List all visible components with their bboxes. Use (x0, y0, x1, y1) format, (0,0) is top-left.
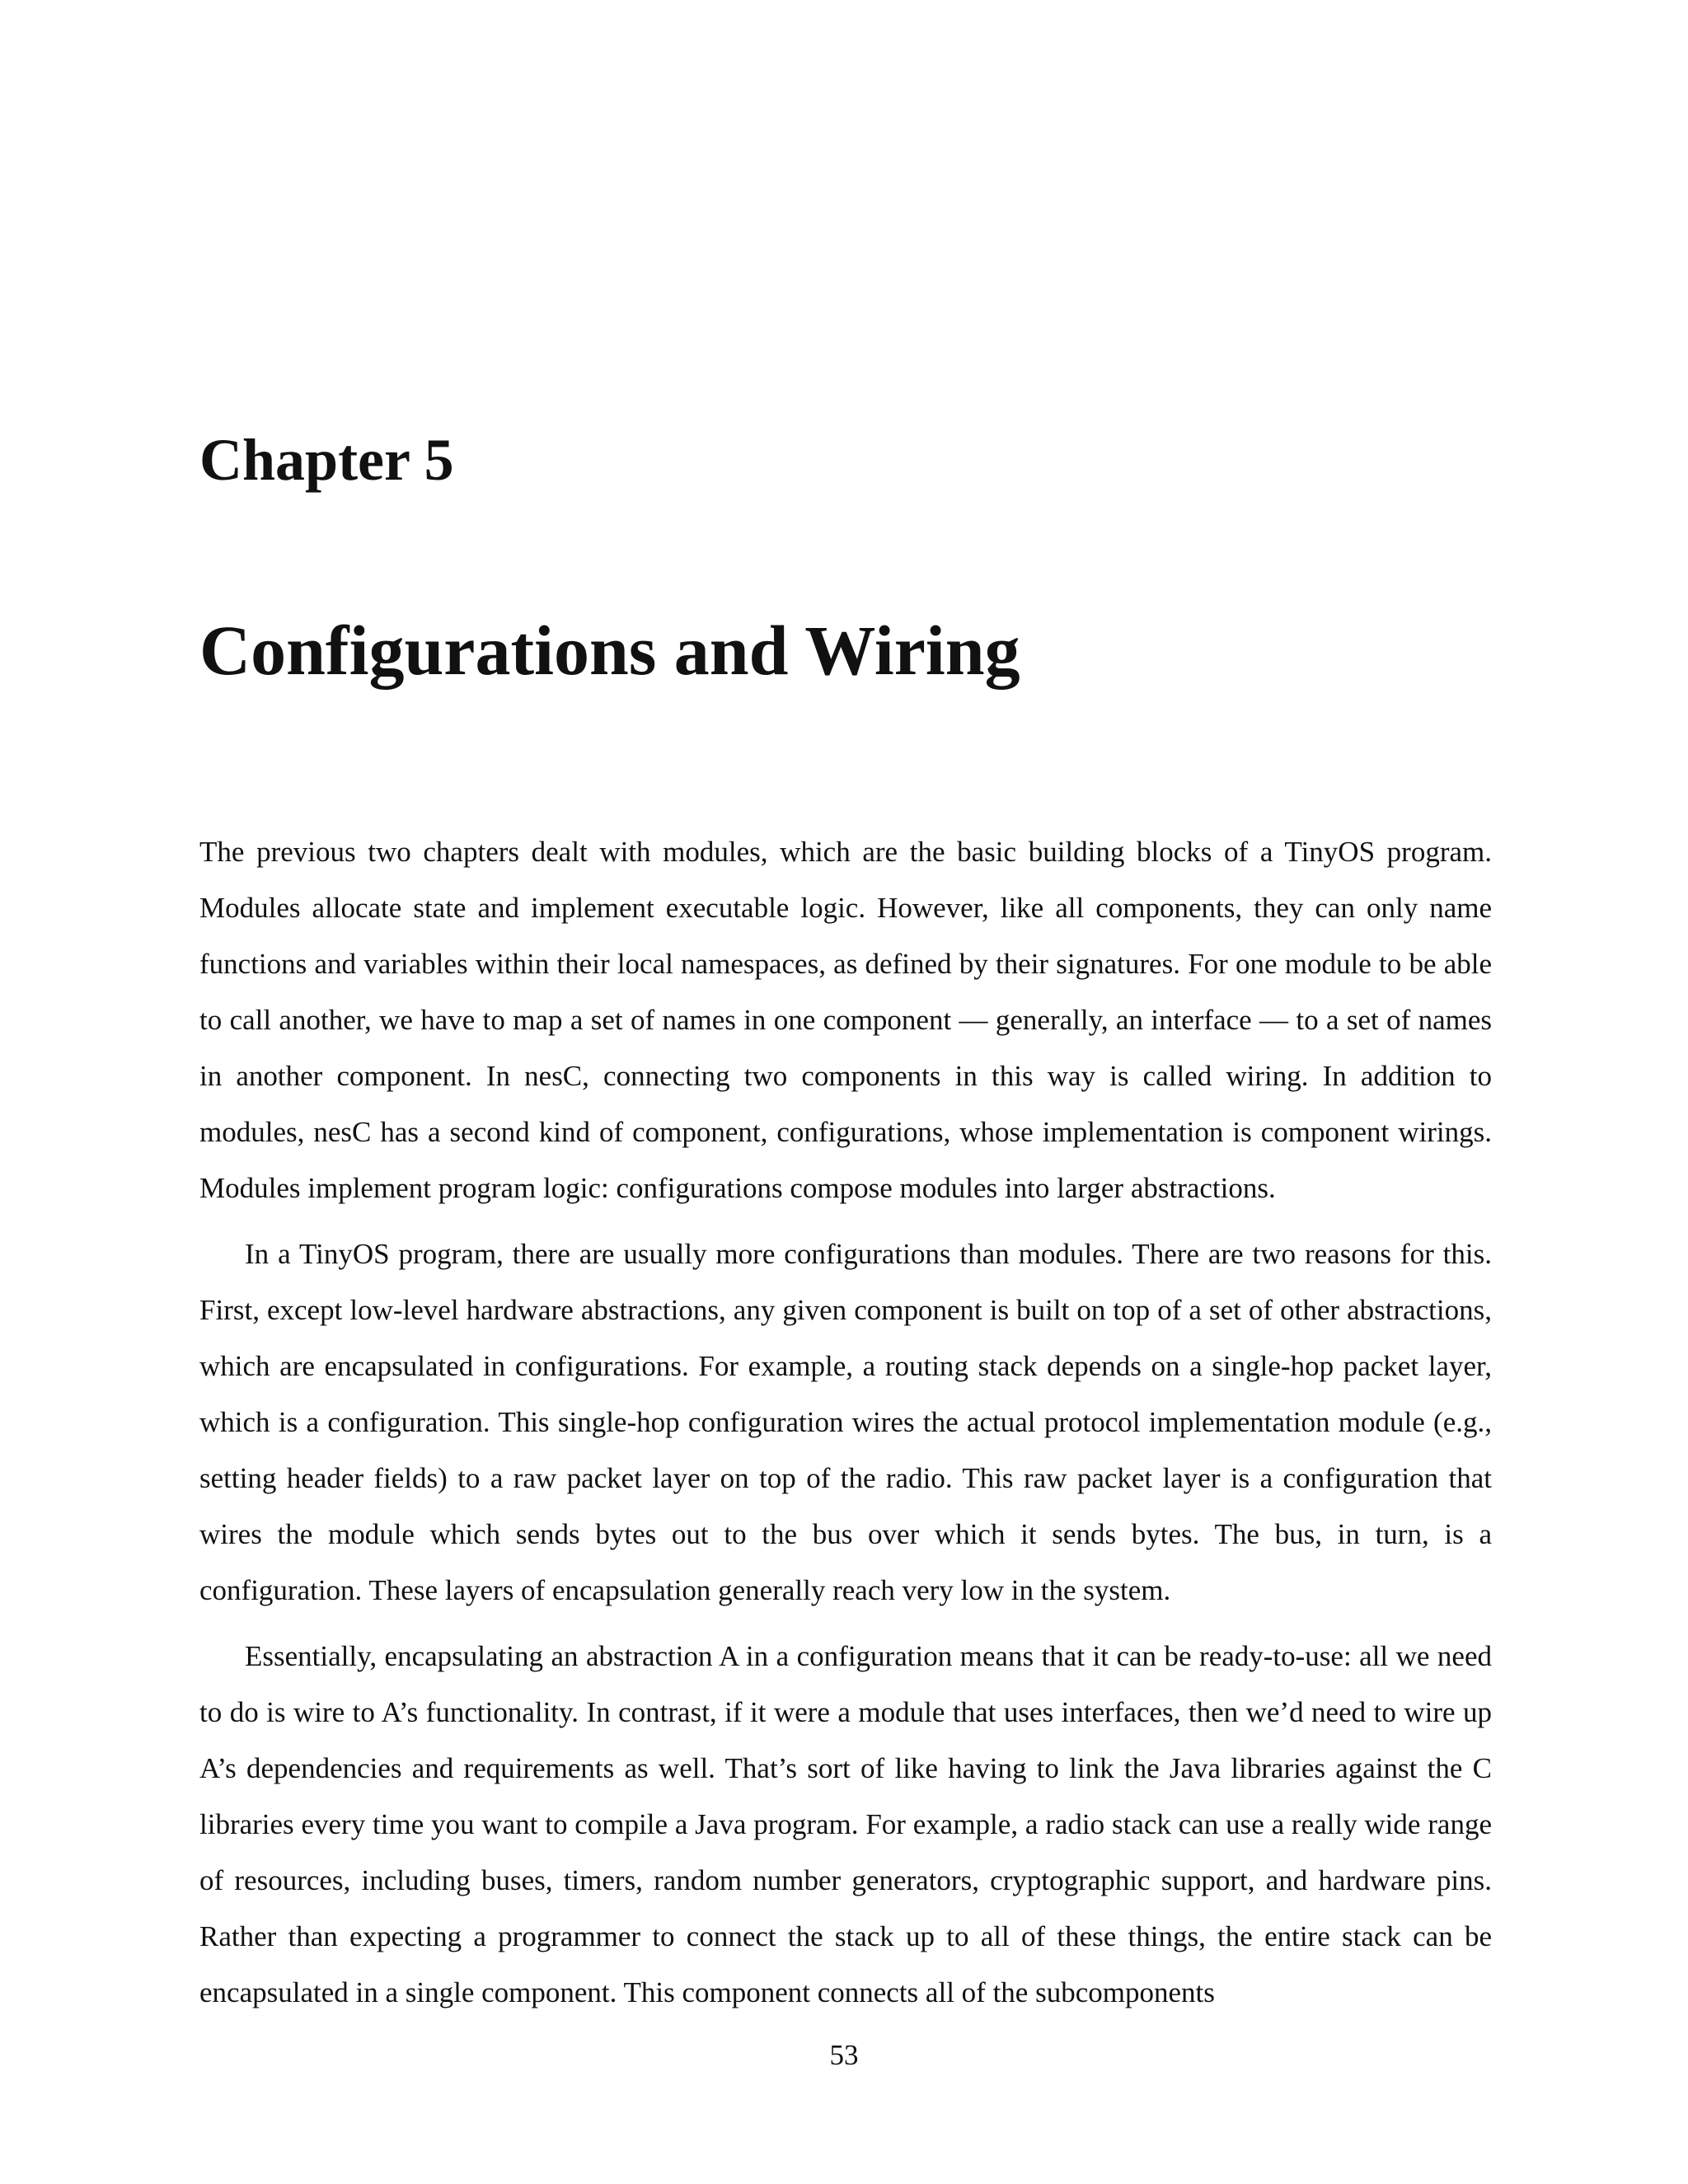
paragraph-2: In a TinyOS program, there are usually more configurations than modules. There are two reasons for this. First, except low-level hardware abstractions, any given component is built on top of a set of other abstractions, which are encapsulated in configurations. For example, a routing stack depends on a single-hop packet layer, which is a configuration. This single-hop configuration wires the actual protocol implementation module (e.g., setting header fields) to a raw packet layer on top of the radio. This raw packet layer is a configuration that wires the module which sends bytes out to the bus over which it sends bytes. The bus, in turn, is a configuration. These layers of encapsulation generally reach very low in the system. (199, 1238, 1492, 1606)
chapter-title: Configurations and Wiring (199, 611, 1020, 690)
chapter-label: Chapter 5 (199, 427, 454, 493)
page-number: 53 (829, 2039, 859, 2071)
paragraph-1: The previous two chapters dealt with modules, which are the basic building blocks of a TinyOS program. Modules allocate state and implement executable logic. However, like all components, they can only name functions and variables within their local namespaces, as defined by their signatures. For one module to be able to call another, we have to map a set of names in one component — generally, an interface — to a set of names in another component. In nesC, connecting two components in this way is called wiring. In addition to modules, nesC has a second kind of component, configurations, whose implementation is component wirings. Modules implement program logic: configurations compose modules into larger abstractions. (199, 836, 1492, 1204)
paragraph-3: Essentially, encapsulating an abstraction A in a configuration means that it can be ready-to-use: all we need to do is wire to A’s functionality. In contrast, if it were a module that uses interfaces, then we’d need to wire up A’s dependencies and requirements as well. That’s sort of like having to link the Java libraries against the C libraries every time you want to compile a Java program. For example, a radio stack can use a really wide range of resources, including buses, timers, random number generators, cryptographic support, and hardware pins. Rather than expecting a programmer to connect the stack up to all of these things, the entire stack can be encapsulated in a single component. This component connects all of the subcomponents (199, 1640, 1492, 2008)
body-text (199, 824, 1492, 2031)
